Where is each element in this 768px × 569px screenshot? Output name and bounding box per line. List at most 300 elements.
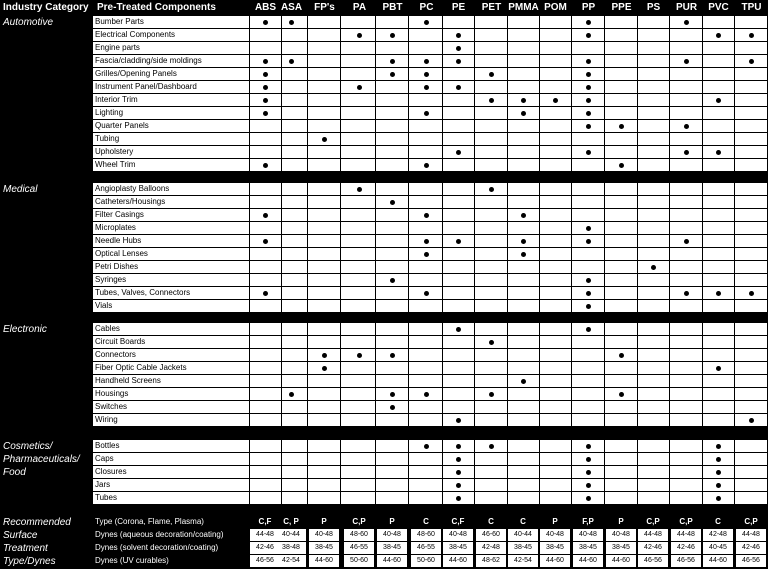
compat-cell	[443, 16, 474, 28]
column-divider	[375, 29, 376, 41]
treatment-type-cell: P	[309, 516, 339, 528]
compat-cell	[309, 274, 340, 286]
compat-cell	[736, 248, 767, 260]
column-divider	[669, 159, 670, 171]
compat-cell	[309, 42, 340, 54]
compat-cell	[443, 414, 474, 426]
compat-cell	[606, 209, 637, 221]
column-divider	[734, 300, 735, 312]
column-divider	[375, 159, 376, 171]
dyne-range-cell: 44-60	[540, 555, 570, 567]
column-divider	[734, 492, 735, 504]
material-header: PVC	[708, 2, 729, 13]
column-divider	[604, 388, 605, 400]
compat-cell	[736, 55, 767, 67]
compat-cell	[540, 183, 571, 195]
compat-cell	[276, 401, 307, 413]
compat-cell	[344, 68, 375, 80]
compat-cell	[309, 375, 340, 387]
compat-cell	[344, 55, 375, 67]
compat-cell	[703, 196, 734, 208]
column-divider	[474, 401, 475, 413]
compat-cell	[276, 261, 307, 273]
compat-cell	[476, 261, 507, 273]
compatible-dot-icon	[684, 291, 689, 296]
compatible-dot-icon	[357, 353, 362, 358]
compatible-dot-icon	[619, 163, 624, 168]
column-divider	[604, 274, 605, 286]
compat-cell	[377, 29, 408, 41]
column-divider	[474, 183, 475, 195]
compat-cell	[638, 68, 669, 80]
compatible-dot-icon	[424, 20, 429, 25]
compat-cell	[736, 349, 767, 361]
compat-cell	[703, 248, 734, 260]
material-header: ASA	[280, 2, 303, 13]
industry-category-label	[3, 323, 91, 336]
compat-cell	[606, 107, 637, 119]
compat-cell	[276, 323, 307, 335]
compat-cell	[703, 94, 734, 106]
compat-cell	[443, 55, 474, 67]
compatible-dot-icon	[749, 291, 754, 296]
compat-cell	[638, 146, 669, 158]
compat-cell	[736, 68, 767, 80]
compat-cell	[540, 133, 571, 145]
column-divider	[307, 196, 308, 208]
column-divider	[408, 120, 409, 132]
compat-cell	[638, 183, 669, 195]
compat-cell	[638, 300, 669, 312]
compat-cell	[309, 196, 340, 208]
compat-cell	[377, 362, 408, 374]
treatment-type-cell: C,F	[250, 516, 280, 528]
compat-cell	[476, 29, 507, 41]
compat-cell	[736, 362, 767, 374]
column-divider	[669, 287, 670, 299]
column-divider	[340, 375, 341, 387]
category-line: Food	[3, 467, 26, 478]
compat-cell	[508, 300, 539, 312]
column-divider	[669, 300, 670, 312]
compat-cell	[606, 248, 637, 260]
column-divider	[340, 55, 341, 67]
compat-cell	[377, 388, 408, 400]
dyne-range-cell: 48-60	[344, 529, 374, 541]
compat-cell	[309, 146, 340, 158]
compat-cell	[573, 466, 604, 478]
compat-cell	[344, 300, 375, 312]
column-divider	[474, 133, 475, 145]
compatible-dot-icon	[586, 111, 591, 116]
table-row	[93, 362, 768, 374]
compat-cell	[309, 323, 340, 335]
compat-cell	[344, 146, 375, 158]
compat-cell	[443, 274, 474, 286]
compat-cell	[309, 300, 340, 312]
column-divider	[474, 235, 475, 247]
compatible-dot-icon	[424, 444, 429, 449]
compat-cell	[638, 42, 669, 54]
compatible-dot-icon	[489, 444, 494, 449]
compat-cell	[377, 466, 408, 478]
table-row	[93, 159, 768, 171]
column-divider	[669, 183, 670, 195]
column-divider	[474, 287, 475, 299]
compat-cell	[573, 375, 604, 387]
column-divider	[604, 349, 605, 361]
category-line: Medical	[3, 184, 38, 195]
compat-cell	[276, 492, 307, 504]
column-divider	[340, 107, 341, 119]
compat-cell	[606, 466, 637, 478]
compat-cell	[476, 42, 507, 54]
column-divider	[604, 196, 605, 208]
compat-cell	[476, 287, 507, 299]
column-divider	[307, 235, 308, 247]
compatible-dot-icon	[322, 137, 327, 142]
compat-cell	[476, 414, 507, 426]
compatible-dot-icon	[716, 457, 721, 462]
compat-cell	[573, 222, 604, 234]
compat-cell	[638, 440, 669, 452]
compat-cell	[703, 375, 734, 387]
column-divider	[408, 388, 409, 400]
compat-cell	[309, 388, 340, 400]
compat-cell	[573, 300, 604, 312]
compat-cell	[276, 29, 307, 41]
material-header: FP's	[314, 2, 335, 13]
column-divider	[408, 94, 409, 106]
column-divider	[375, 146, 376, 158]
compat-cell	[476, 209, 507, 221]
compat-cell	[703, 120, 734, 132]
recommended-label-line: Surface	[3, 530, 38, 541]
component-name: Wiring	[95, 415, 118, 424]
column-divider	[604, 248, 605, 260]
compat-cell	[377, 274, 408, 286]
compat-cell	[736, 222, 767, 234]
compat-cell	[540, 248, 571, 260]
compat-cell	[276, 196, 307, 208]
component-name: Needle Hubs	[95, 236, 142, 245]
treatment-type-cell: P	[377, 516, 407, 528]
compat-cell	[344, 196, 375, 208]
table-row	[93, 55, 768, 67]
column-divider	[734, 323, 735, 335]
column-divider	[734, 107, 735, 119]
material-header: PPE	[611, 2, 632, 13]
compatible-dot-icon	[424, 163, 429, 168]
compat-cell	[606, 336, 637, 348]
column-divider	[408, 492, 409, 504]
dyne-range-cell: 40-44	[276, 529, 306, 541]
column-divider	[571, 235, 572, 247]
column-divider	[408, 183, 409, 195]
compat-cell	[671, 492, 702, 504]
compat-cell	[508, 388, 539, 400]
compat-cell	[309, 183, 340, 195]
compat-cell	[411, 196, 442, 208]
compat-cell	[736, 146, 767, 158]
compat-cell	[411, 94, 442, 106]
compat-cell	[508, 16, 539, 28]
compat-cell	[377, 146, 408, 158]
compat-cell	[276, 375, 307, 387]
column-divider	[734, 375, 735, 387]
compat-cell	[443, 323, 474, 335]
compat-cell	[443, 466, 474, 478]
compat-cell	[344, 209, 375, 221]
dyne-range-cell: 44-48	[671, 529, 701, 541]
column-divider	[734, 55, 735, 67]
column-divider	[669, 349, 670, 361]
column-divider	[340, 196, 341, 208]
compat-cell	[540, 300, 571, 312]
compat-cell	[377, 120, 408, 132]
column-divider	[734, 453, 735, 465]
compat-cell	[703, 68, 734, 80]
compat-cell	[309, 349, 340, 361]
compat-cell	[508, 323, 539, 335]
compat-cell	[276, 414, 307, 426]
column-divider	[375, 375, 376, 387]
compat-cell	[540, 16, 571, 28]
compat-cell	[411, 287, 442, 299]
column-divider	[408, 300, 409, 312]
compatible-dot-icon	[489, 98, 494, 103]
compatible-dot-icon	[586, 85, 591, 90]
compat-cell	[309, 16, 340, 28]
table-row	[93, 120, 768, 132]
compatible-dot-icon	[684, 20, 689, 25]
component-name: Cables	[95, 324, 120, 333]
compatible-dot-icon	[586, 239, 591, 244]
compat-cell	[276, 222, 307, 234]
compatible-dot-icon	[489, 187, 494, 192]
compat-cell	[344, 42, 375, 54]
compat-cell	[411, 42, 442, 54]
column-divider	[571, 94, 572, 106]
column-divider	[604, 133, 605, 145]
compatible-dot-icon	[521, 252, 526, 257]
compat-cell	[344, 349, 375, 361]
column-divider	[604, 222, 605, 234]
material-header: POM	[544, 2, 567, 13]
compatible-dot-icon	[263, 98, 268, 103]
component-name: Fascia/cladding/side moldings	[95, 56, 202, 65]
column-divider	[307, 248, 308, 260]
compatible-dot-icon	[357, 187, 362, 192]
column-divider	[307, 274, 308, 286]
column-divider	[408, 16, 409, 28]
component-name: Circuit Boards	[95, 337, 146, 346]
column-divider	[571, 401, 572, 413]
compat-cell	[606, 362, 637, 374]
compatible-dot-icon	[521, 239, 526, 244]
column-divider	[340, 287, 341, 299]
compat-cell	[411, 146, 442, 158]
column-divider	[408, 159, 409, 171]
dyne-range-cell: 40-48	[443, 529, 473, 541]
treatment-type-cell: C,P	[344, 516, 374, 528]
compat-cell	[736, 440, 767, 452]
compat-cell	[309, 287, 340, 299]
compatible-dot-icon	[553, 98, 558, 103]
compat-cell	[606, 29, 637, 41]
recommended-label-line: Type/Dynes	[3, 556, 56, 567]
compatible-dot-icon	[586, 496, 591, 501]
compat-cell	[476, 362, 507, 374]
dyne-range-cell: 44-60	[377, 555, 407, 567]
compatible-dot-icon	[716, 444, 721, 449]
column-divider	[734, 261, 735, 273]
compatible-dot-icon	[586, 72, 591, 77]
column-divider	[474, 492, 475, 504]
column-divider	[375, 196, 376, 208]
table-row	[93, 336, 768, 348]
compat-cell	[443, 453, 474, 465]
compatible-dot-icon	[586, 20, 591, 25]
compat-cell	[309, 120, 340, 132]
compat-cell	[443, 388, 474, 400]
compat-cell	[309, 29, 340, 41]
compat-cell	[276, 120, 307, 132]
compat-cell	[703, 42, 734, 54]
compatible-dot-icon	[263, 59, 268, 64]
column-divider	[408, 414, 409, 426]
compat-cell	[508, 492, 539, 504]
compatible-dot-icon	[263, 163, 268, 168]
column-divider	[571, 440, 572, 452]
column-divider	[571, 16, 572, 28]
compat-cell	[476, 222, 507, 234]
compatible-dot-icon	[456, 239, 461, 244]
column-divider	[375, 42, 376, 54]
compat-cell	[309, 209, 340, 221]
column-divider	[669, 94, 670, 106]
compat-cell	[276, 16, 307, 28]
column-divider	[408, 55, 409, 67]
column-divider	[604, 159, 605, 171]
compat-cell	[638, 287, 669, 299]
compat-cell	[606, 235, 637, 247]
column-divider	[571, 55, 572, 67]
compat-cell	[276, 388, 307, 400]
compat-cell	[377, 196, 408, 208]
dyne-range-cell: 44-60	[703, 555, 733, 567]
dyne-range-cell: 42-48	[476, 542, 506, 554]
column-divider	[669, 42, 670, 54]
compat-cell	[703, 440, 734, 452]
compat-cell	[508, 146, 539, 158]
compat-cell	[573, 274, 604, 286]
column-divider	[375, 248, 376, 260]
compat-cell	[476, 81, 507, 93]
compat-cell	[736, 42, 767, 54]
compatible-dot-icon	[684, 150, 689, 155]
column-divider	[307, 300, 308, 312]
compat-cell	[638, 453, 669, 465]
column-divider	[408, 68, 409, 80]
compat-cell	[736, 453, 767, 465]
compatible-dot-icon	[456, 46, 461, 51]
column-divider	[571, 107, 572, 119]
compat-cell	[638, 16, 669, 28]
compat-cell	[671, 68, 702, 80]
column-divider	[474, 274, 475, 286]
column-divider	[734, 479, 735, 491]
compat-cell	[344, 29, 375, 41]
compatible-dot-icon	[263, 239, 268, 244]
dyne-range-cell: 40-48	[606, 529, 636, 541]
compat-cell	[540, 68, 571, 80]
compat-cell	[736, 235, 767, 247]
column-divider	[307, 375, 308, 387]
compat-cell	[671, 401, 702, 413]
compatible-dot-icon	[424, 85, 429, 90]
compat-cell	[377, 94, 408, 106]
column-divider	[474, 107, 475, 119]
compat-cell	[573, 323, 604, 335]
column-divider	[571, 81, 572, 93]
compat-cell	[309, 414, 340, 426]
category-line: Pharmaceuticals/	[3, 454, 80, 465]
column-divider	[669, 235, 670, 247]
compat-cell	[573, 81, 604, 93]
compat-cell	[703, 29, 734, 41]
column-divider	[571, 183, 572, 195]
column-divider	[734, 466, 735, 478]
recommended-row	[93, 542, 768, 554]
column-divider	[571, 414, 572, 426]
column-divider	[375, 107, 376, 119]
dyne-range-cell: 40-48	[540, 529, 570, 541]
dyne-range-cell: 44-60	[309, 555, 339, 567]
column-divider	[734, 42, 735, 54]
compat-cell	[573, 492, 604, 504]
compat-cell	[638, 466, 669, 478]
compat-cell	[377, 235, 408, 247]
table-row	[93, 440, 768, 452]
compatible-dot-icon	[263, 111, 268, 116]
compat-cell	[671, 349, 702, 361]
compat-cell	[573, 440, 604, 452]
column-divider	[375, 453, 376, 465]
compat-cell	[443, 492, 474, 504]
column-divider	[734, 68, 735, 80]
compat-cell	[671, 159, 702, 171]
compatible-dot-icon	[390, 72, 395, 77]
material-header: PE	[451, 2, 466, 13]
compat-cell	[540, 42, 571, 54]
column-divider	[340, 183, 341, 195]
column-divider	[307, 68, 308, 80]
column-divider	[669, 492, 670, 504]
compat-cell	[344, 453, 375, 465]
column-divider	[571, 120, 572, 132]
column-divider	[375, 362, 376, 374]
compat-cell	[540, 453, 571, 465]
compat-cell	[671, 362, 702, 374]
table-row	[93, 68, 768, 80]
compat-cell	[671, 375, 702, 387]
compat-cell	[508, 133, 539, 145]
compat-cell	[411, 388, 442, 400]
compat-cell	[411, 362, 442, 374]
column-divider	[307, 336, 308, 348]
component-name: Engine parts	[95, 43, 140, 52]
